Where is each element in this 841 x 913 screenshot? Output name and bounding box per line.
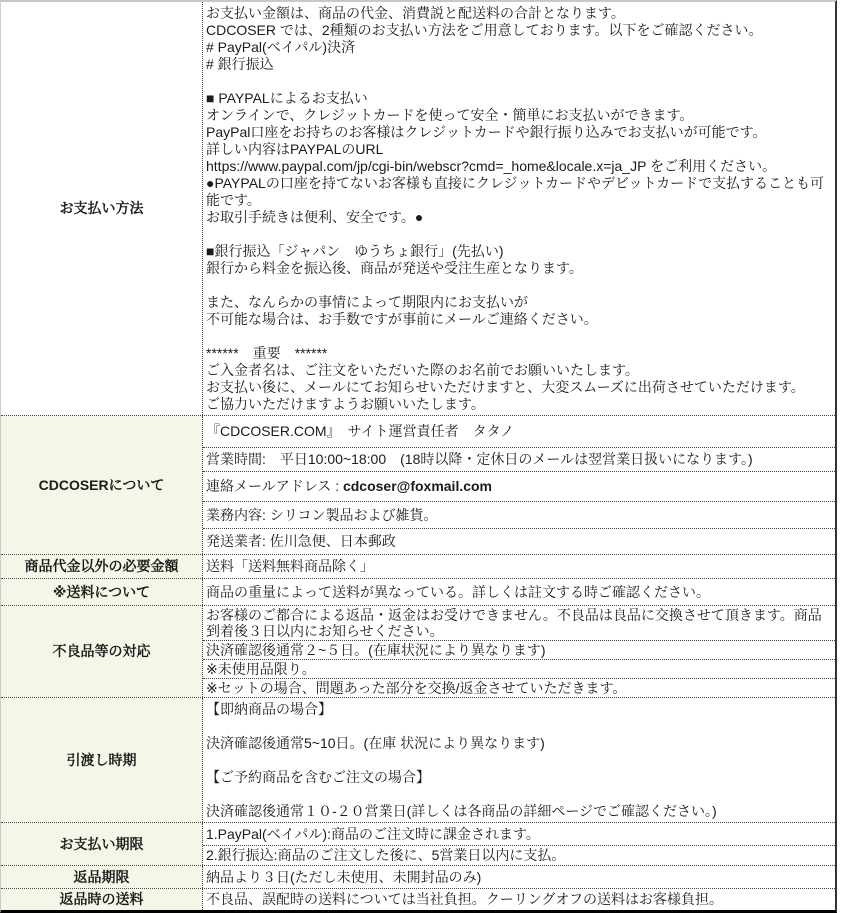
content-line: # PayPal(ベイパル)決済 bbox=[206, 39, 356, 55]
content-line: ■銀行振込「ジャパン ゆうちょ銀行」(先払い) bbox=[206, 243, 504, 259]
row-header-about-cdcoser: CDCOSERについて bbox=[1, 416, 203, 554]
row-content-shipping-note bbox=[203, 579, 835, 605]
content-subrow: 営業時間: 平日10:00~18:00 (18時以降・定休日のメールは翌営業日扱いになります。) bbox=[203, 448, 835, 472]
blank-line bbox=[206, 328, 832, 345]
content-subrow bbox=[203, 472, 835, 502]
content-line: お取引手続きは便利、安全です。● bbox=[206, 209, 424, 225]
row-header-extra-fees: 商品代金以外の必要金額 bbox=[1, 555, 203, 578]
content-subrow: 発送業者: 佐川急便、日本郵政 bbox=[206, 533, 396, 549]
content-subrow: 業務内容: シリコン製品および雑貨。 bbox=[203, 502, 835, 529]
row-content-return-shipping bbox=[203, 889, 835, 910]
row-header-payment-deadline: お支払い期限 bbox=[1, 823, 203, 865]
table-row-return-deadline bbox=[1, 866, 835, 889]
table-row-delivery-time bbox=[1, 698, 835, 823]
content-line: ****** 重要 ****** bbox=[206, 345, 328, 361]
content-line: 納品より３日(ただし未使用、未開封品のみ) bbox=[206, 868, 482, 885]
blank-line bbox=[206, 752, 832, 769]
content-line: ご入金者名は、ご注文をいただいた際のお名前でお願いいたします。 bbox=[206, 362, 639, 378]
row-header-delivery-time: 引渡し時期 bbox=[1, 698, 203, 822]
row-content-return-deadline bbox=[203, 866, 835, 888]
table-row-payment-deadline bbox=[1, 823, 835, 866]
table-row-extra-fees bbox=[1, 555, 835, 579]
table-row-defective-items bbox=[1, 606, 835, 698]
content-line: ●PAYPALの口座を持てないお客様も直接にクレジットカードやデビットカードで支払することも可能です。 bbox=[206, 175, 825, 208]
row-content-payment-methods bbox=[203, 2, 835, 415]
row-content-extra-fees bbox=[203, 555, 835, 578]
content-line: 不良品、誤配時の送料については当社負担。クーリングオフの送料はお客様負担。 bbox=[206, 891, 724, 907]
content-line: また、なんらかの事情によって期限内にお支払いが bbox=[206, 294, 528, 310]
content-line: お支払い後に、メールにてお知らせいただけますと、大変スムーズに出荷させていただけます。 bbox=[206, 379, 805, 395]
content-line: ご協力いただけますようお願いいたします。 bbox=[206, 396, 485, 412]
row-header-payment-methods: お支払い方法 bbox=[1, 2, 203, 415]
table-row-payment-methods bbox=[1, 2, 835, 416]
row-header-return-shipping: 返品時の送料 bbox=[1, 889, 203, 910]
content-subrow: 1.PayPal(ベイパル):商品のご注文時に課金されます。 bbox=[203, 823, 835, 846]
content-line: 不可能な場合は、お手数ですが事前にメールご連絡ください。 bbox=[206, 311, 598, 327]
row-header-shipping-note: ※送料について bbox=[1, 579, 203, 605]
blank-line bbox=[206, 277, 832, 294]
content-line: オンラインで、クレジットカードを使って安全・簡単にお支払いができます。 bbox=[206, 107, 694, 123]
content-subrow: ※未使用品限り。 bbox=[203, 660, 835, 679]
row-content-about-cdcoser bbox=[203, 416, 835, 554]
content-line: https://www.paypal.com/jp/cgi-bin/webscr?cmd=_home&locale.x=ja_JP をご利用ください。 bbox=[206, 158, 777, 174]
content-line: ■ PAYPALによるお支払い bbox=[206, 90, 368, 106]
row-content-delivery-time bbox=[203, 698, 835, 822]
table-row-about-cdcoser bbox=[1, 416, 835, 555]
table-row-shipping-note bbox=[1, 579, 835, 606]
content-line: 詳しい内容はPAYPALのURL bbox=[206, 141, 384, 157]
content-line: PayPal口座をお持ちのお客様はクレジットカードや銀行振り込みでお支払いが可能です。 bbox=[206, 124, 767, 140]
content-subrow: 2.銀行振込:商品のご注文した後に、5営業日以内に支払。 bbox=[206, 847, 566, 863]
content-subrow: 『CDCOSER.COM』 サイト運営責任者 タタノ bbox=[203, 416, 835, 448]
content-line: CDCOSER では、2種類のお支払い方法をご用意しております。以下をご確認ください。 bbox=[206, 22, 763, 38]
table-row-return-shipping bbox=[1, 889, 835, 910]
content-subrow: お客様のご都合による返品・返金はお受けできません。不良品は良品に交換させて頂きます。商品到着後３日以内にお知らせください。 bbox=[203, 606, 835, 641]
blank-line bbox=[206, 786, 832, 803]
content-line: 決済確認後通常5~10日。(在庫 状況により異なります) bbox=[206, 735, 545, 751]
row-content-payment-deadline bbox=[203, 823, 835, 865]
blank-line bbox=[206, 718, 832, 735]
content-line: 【ご予約商品を含むご注文の場合】 bbox=[206, 769, 430, 785]
row-content-defective-items bbox=[203, 606, 835, 697]
content-line: お支払い金額は、商品の代金、消費説と配送料の合計となります。 bbox=[206, 5, 625, 21]
contact-email: cdcoser@foxmail.com bbox=[342, 478, 493, 494]
blank-line bbox=[206, 226, 832, 243]
content-line: 決済確認後通常１０-２０営業日(詳しくは各商品の詳細ページでご確認ください。) bbox=[206, 803, 717, 819]
contact-email-label: 連絡メールアドレス : bbox=[206, 478, 343, 494]
content-line: 商品の重量によって送料が異なっている。詳しくは註文する時ご確認ください。 bbox=[206, 583, 710, 600]
content-line: # 銀行振込 bbox=[206, 56, 274, 72]
content-line: 送料「送料無料商品除く」 bbox=[206, 558, 374, 574]
row-header-defective-items: 不良品等の対応 bbox=[1, 606, 203, 697]
row-header-return-deadline: 返品期限 bbox=[1, 866, 203, 888]
content-subrow: ※セットの場合、問題あった部分を交換/返金させていただきます。 bbox=[206, 680, 627, 696]
content-subrow: 決済確認後通常２~５日。(在庫状況により異なります) bbox=[203, 641, 835, 660]
content-line: 【即納商品の場合】 bbox=[206, 701, 332, 717]
content-line: 銀行から料金を振込後、商品が発送や受注生産となります。 bbox=[206, 260, 583, 276]
blank-line bbox=[206, 73, 832, 90]
